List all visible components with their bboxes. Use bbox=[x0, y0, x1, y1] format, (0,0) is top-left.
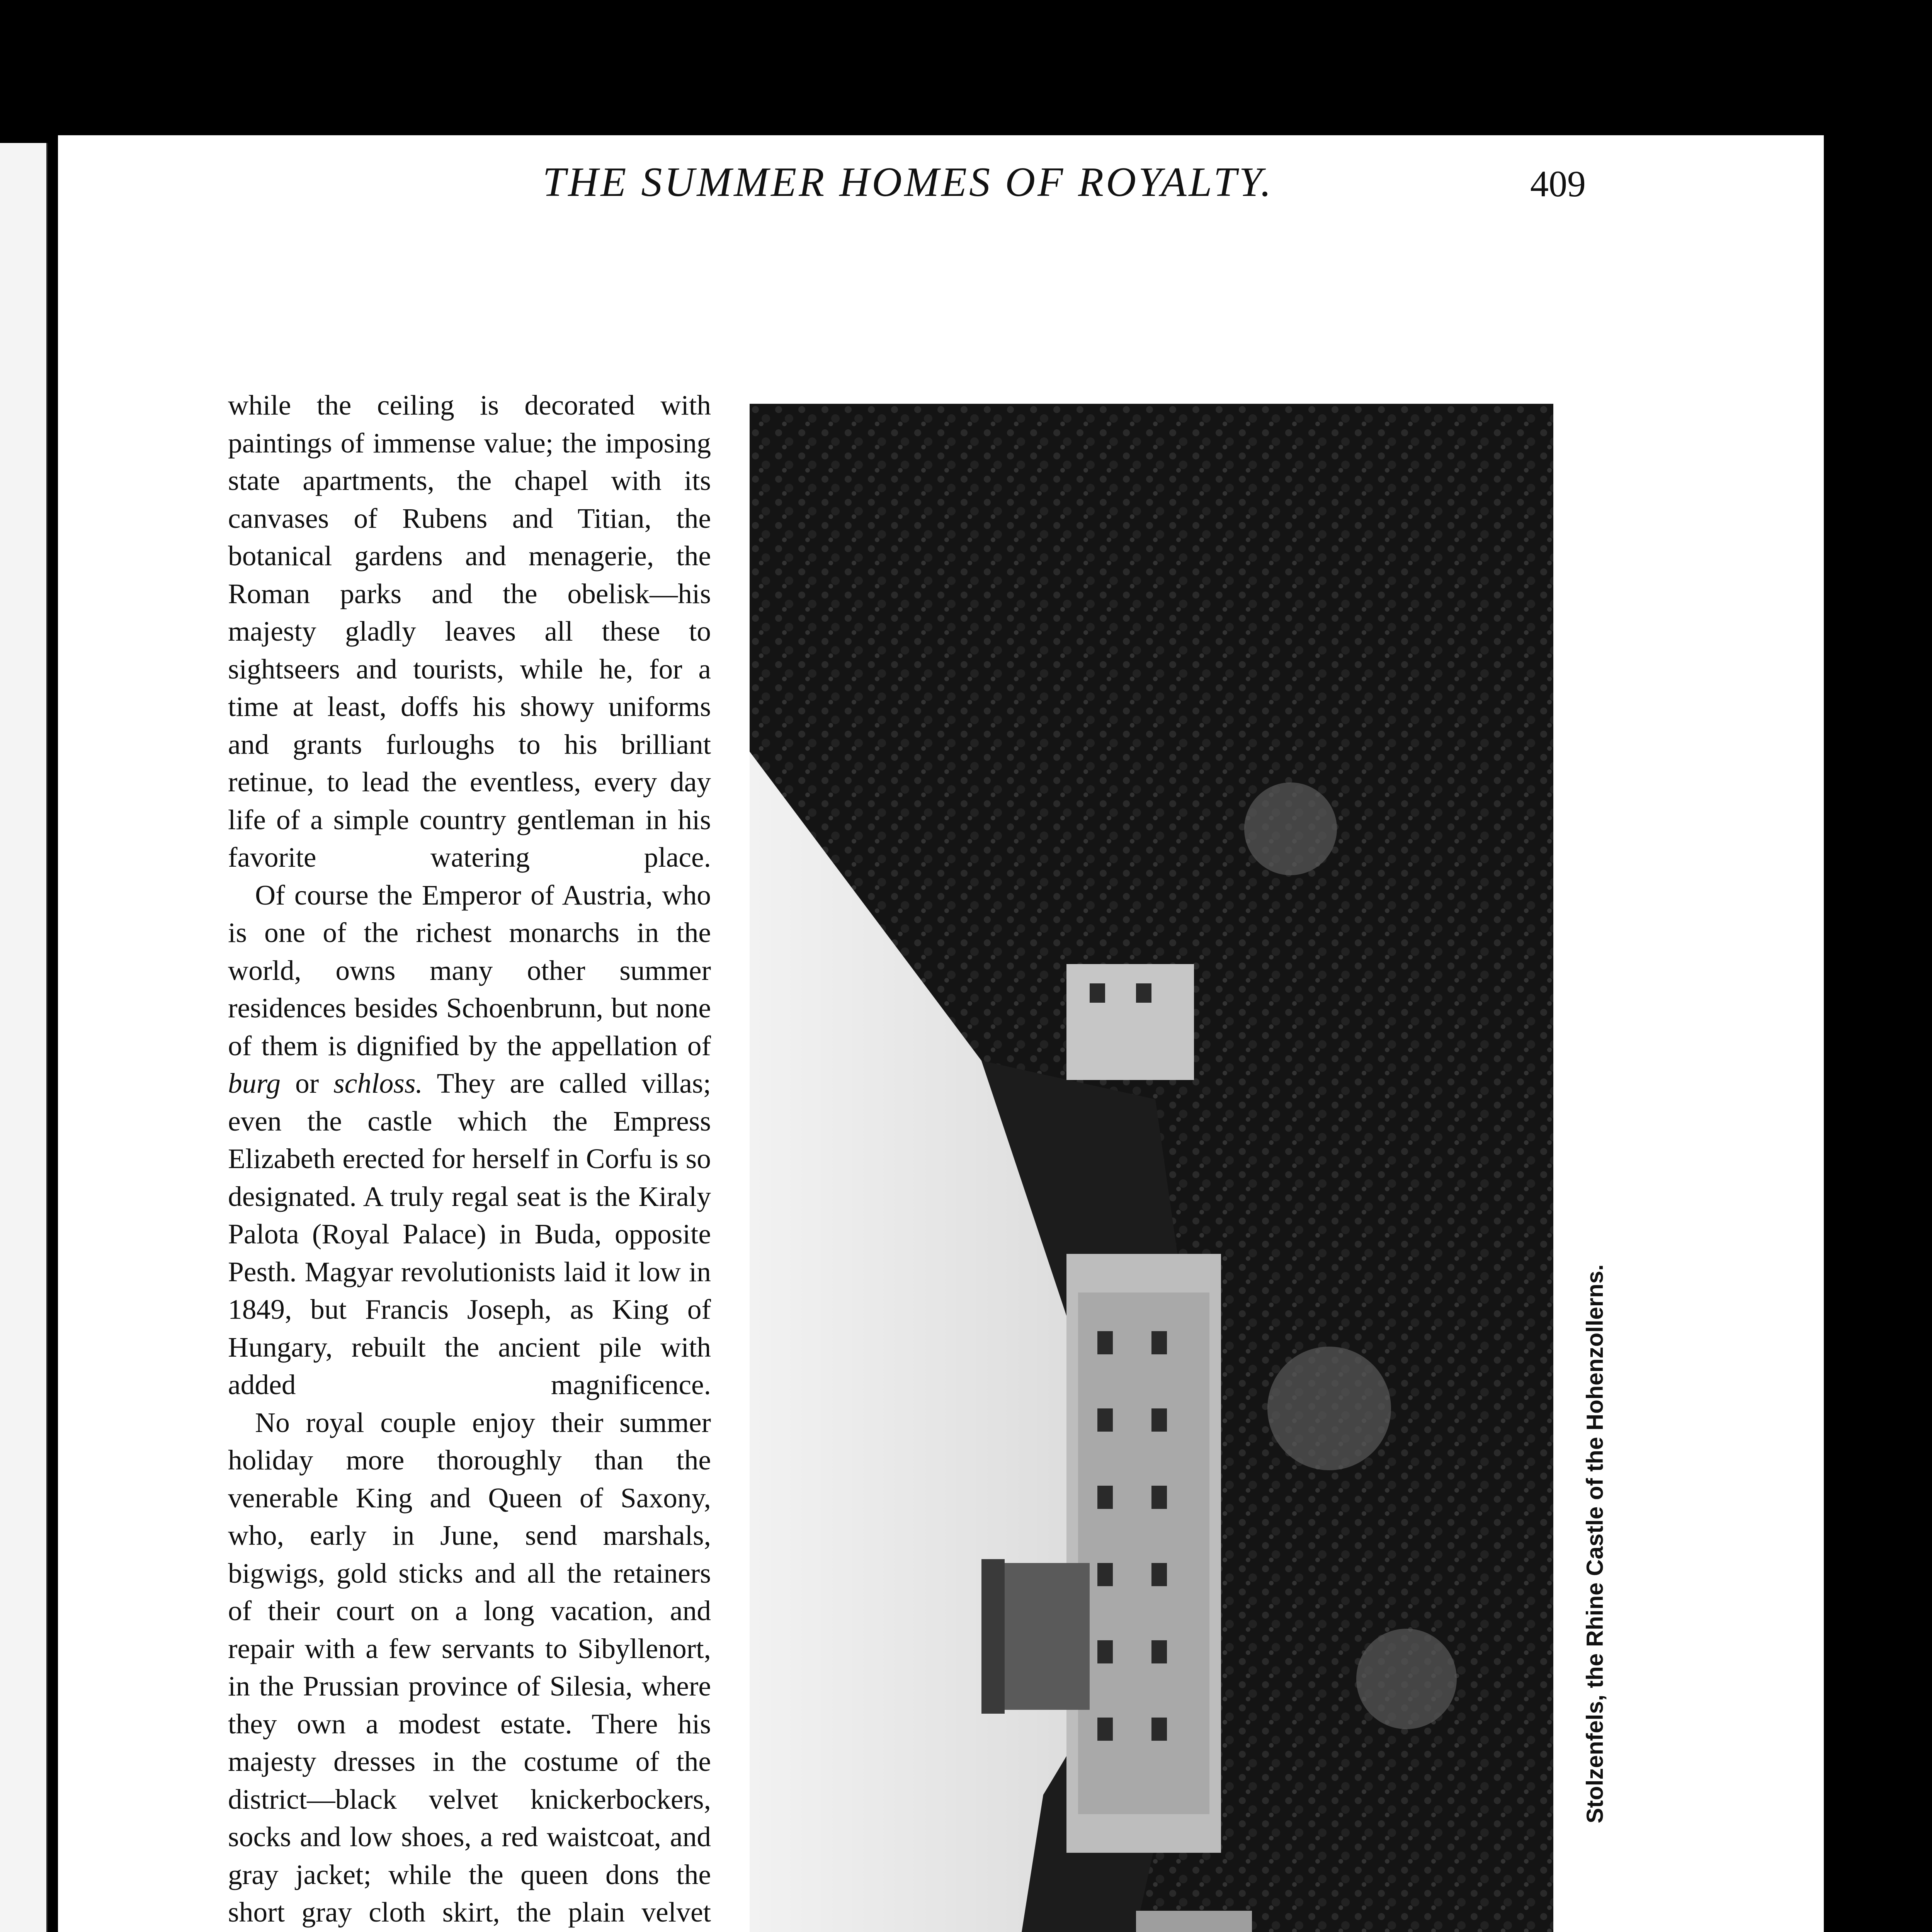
left-page-edge bbox=[0, 143, 48, 1932]
article-paragraph-2 bbox=[228, 876, 711, 1404]
paragraph-2-italic-schloss: schloss. bbox=[333, 1068, 423, 1099]
castle-photograph-image bbox=[750, 404, 1553, 1932]
photo-caption bbox=[1573, 1219, 1617, 1868]
article-paragraph-1 bbox=[228, 386, 711, 876]
article-text-column bbox=[228, 386, 711, 1932]
paragraph-2-text-start: Of course the Emperor of Austria, who is one of the richest monarchs in the world, owns many other summer residences besides Schoenbrunn, but none of them is dignified by the appellation of bbox=[228, 879, 711, 1061]
castle-photograph bbox=[750, 404, 1553, 1932]
paragraph-1-text: while the ceiling is decorated with paintings of immense value; the imposing state apartments, the chapel with its canvases of Rubens and Titian, the botanical gardens and menagerie, the Roman parks and the obelisk—his majesty gladly leaves all these to sightseers and tourists, while he, for a time at least, doffs his showy uniforms and grants furloughs to his brilliant retinue, to lead the eventless, every day life of a simple country gentleman in his favorite watering place. bbox=[228, 389, 711, 873]
photo-caption-text: Stolzenfels, the Rhine Castle of the Hohenzollerns. bbox=[1582, 1264, 1608, 1823]
paragraph-2-italic-burg: burg bbox=[228, 1068, 281, 1099]
paragraph-2-text-or: or bbox=[281, 1068, 334, 1099]
running-header-title: THE SUMMER HOMES OF ROYALTY. bbox=[543, 159, 1274, 205]
article-paragraph-3 bbox=[228, 1404, 711, 1932]
paragraph-3-text: No royal couple enjoy their summer holiday more thoroughly than the venerable King and Queen of Saxony, who, early in June, send marshals, bigwigs, gold sticks and all the retainers of their court on a long vacation, and repair with a few servants to Sibyllenort, in the Prussian province of Silesia, where they own a modest estate. There his majesty dresses in the costume of the district—black velvet knickerbockers, socks and low shoes, a red waistcoat, and gray jacket; while the queen dons the short gray cloth skirt, the plain velvet bbox=[228, 1406, 711, 1928]
page-number: 409 bbox=[1530, 163, 1586, 204]
paragraph-2-text-end: They are called villas; even the castle which the Empress Elizabeth erected for herself in Corfu is so designated. A truly regal seat is the Kiraly Palota (Royal Palace) in Buda, opposite Pesth. Magyar revolutionists laid it low in 1849, but Francis Joseph, as King of Hungary, rebuilt the ancient pile with added magnificence. bbox=[228, 1068, 711, 1400]
